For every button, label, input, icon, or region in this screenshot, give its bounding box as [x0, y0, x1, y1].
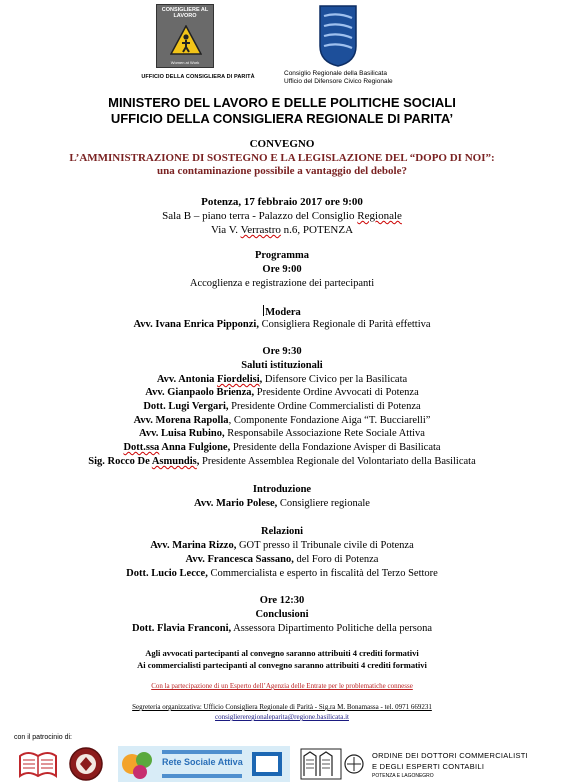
- convegno-label: CONVEGNO: [249, 138, 315, 150]
- odc-line-1: ORDINE DEI DOTTORI COMMERCIALISTI: [372, 751, 529, 760]
- relazioni-label: Relazioni: [261, 526, 303, 537]
- event-hall: Sala B – piano terra - Palazzo del Consiglio Regionale: [162, 210, 402, 222]
- credits-accountants: Ai commercialisti partecipanti al convegno saranno attribuiti 4 crediti formativi: [137, 660, 427, 670]
- regional-shield-icon: [318, 4, 358, 68]
- odc-emblem-icon: [300, 748, 364, 780]
- women-at-work-badge: [156, 4, 214, 68]
- credits-lawyers: Agli avvocati partecipanti al convegno saranno attribuiti 4 crediti formativi: [145, 648, 419, 658]
- time-slot-1: Ore 9:00: [262, 264, 302, 275]
- relazione-row: Dott. Lucio Lecce, Commercialista e esperto in fiscalità del Terzo Settore: [126, 568, 438, 579]
- consigliera-caption: UFFICIO DELLA CONSIGLIERA DI PARITÀ: [141, 74, 255, 80]
- greeting-row: Sig. Rocco De Asmundis, Presidente Assemblea Regionale del Volontariato della Basilicata: [88, 456, 476, 467]
- intro-line: Avv. Mario Polese, Consigliere regionale: [194, 498, 370, 509]
- relazione-row: Avv. Francesca Sassano, del Foro di Potenza: [185, 554, 379, 565]
- relazione-row: Avv. Marina Rizzo, GOT presso il Tribunale civile di Potenza: [150, 540, 414, 551]
- conclusioni-line: Dott. Flavia Franconi, Assessora Dipartimento Politiche della persona: [131, 623, 433, 634]
- time-slot-2: Ore 9:30: [262, 346, 302, 357]
- greeting-row: Avv. Antonia Fiordelisi, Difensore Civico per la Basilicata: [156, 374, 408, 385]
- badge-title: CONSIGLIERE AL LAVORO: [161, 7, 209, 19]
- consigliera-logo: [112, 4, 284, 84]
- convegno-title: L’AMMINISTRAZIONE DI SOSTEGNO E LA LEGISLAZIONE DEL “DOPO DI NOI”:: [69, 152, 495, 164]
- agenzia-note: Con la partecipazione di un Esperto dell’Agenzia delle Entrate per le problematiche connesse: [151, 682, 413, 690]
- greeting-row: Avv. Morena Rapolla, Componente Fondazione Aiga “T. Bucciarelli”: [133, 415, 431, 426]
- regione-logo: [284, 4, 434, 84]
- greeting-row: Dott.ssa Anna Fulgione, Presidente della Fondazione Avisper di Basilicata: [123, 442, 441, 453]
- secretariat-email[interactable]: consigliereregionaleparita@regione.basilicata.it: [215, 713, 349, 721]
- badge-foot: Women at Work: [170, 60, 200, 65]
- aiga-seal-icon: [66, 746, 106, 782]
- convegno-subtitle: una contaminazione possibile a vantaggio del debole?: [157, 165, 407, 177]
- greeting-row: Avv. Gianpaolo Brienza, Presidente Ordine Avvocati di Potenza: [145, 387, 419, 398]
- event-date: Potenza, 17 febbraio 2017 ore 9:00: [201, 196, 363, 208]
- programma-label: Programma: [254, 250, 310, 261]
- moderator-label: Modera: [265, 307, 301, 318]
- regione-caption-2: Ufficio del Difensore Civico Regionale: [284, 78, 393, 85]
- greeting-row: Avv. Luisa Rubino, Responsabile Associazione Rete Sociale Attiva: [139, 428, 425, 439]
- odc-logo: [300, 748, 564, 784]
- secretariat-line: Segreteria organizzativa: Ufficio Consigliera Regionale di Parità - Sig.ra M. Bonamassa - tel. 0971 669231: [132, 703, 432, 711]
- office-title: UFFICIO DELLA CONSIGLIERA REGIONALE DI PARITA’: [110, 111, 454, 126]
- intro-label: Introduzione: [252, 484, 312, 495]
- time-slot-3: Ore 12:30: [259, 595, 305, 606]
- patronage-label: con il patrocinio di:: [14, 734, 72, 741]
- ministry-title: MINISTERO DEL LAVORO E DELLE POLITICHE SOCIALI: [108, 95, 456, 110]
- library-logo-icon: [16, 746, 60, 782]
- greetings-label: Saluti istituzionali: [241, 360, 323, 371]
- rete-sociale-attiva-text: Rete Sociale Attiva: [162, 757, 243, 767]
- moderator-line: Avv. Ivana Enrica Pipponzi, Consigliera Regionale di Parità effettiva: [133, 319, 431, 330]
- conclusioni-label: Conclusioni: [255, 609, 309, 620]
- regione-caption-1: Consiglio Regionale della Basilicata: [284, 70, 387, 77]
- odc-line-2: E DEGLI ESPERTI CONTABILI: [372, 762, 485, 771]
- welcome-text: Accoglienza e registrazione dei partecipanti: [189, 278, 375, 289]
- event-address: Via V. Verrastro n.6, POTENZA: [210, 224, 354, 236]
- greeting-row: Dott. Lugi Vergari, Presidente Ordine Commercialisti di Potenza: [143, 401, 421, 412]
- odc-line-3: POTENZA E LAGONEGRO: [372, 773, 434, 779]
- warning-sign-icon: [170, 25, 202, 55]
